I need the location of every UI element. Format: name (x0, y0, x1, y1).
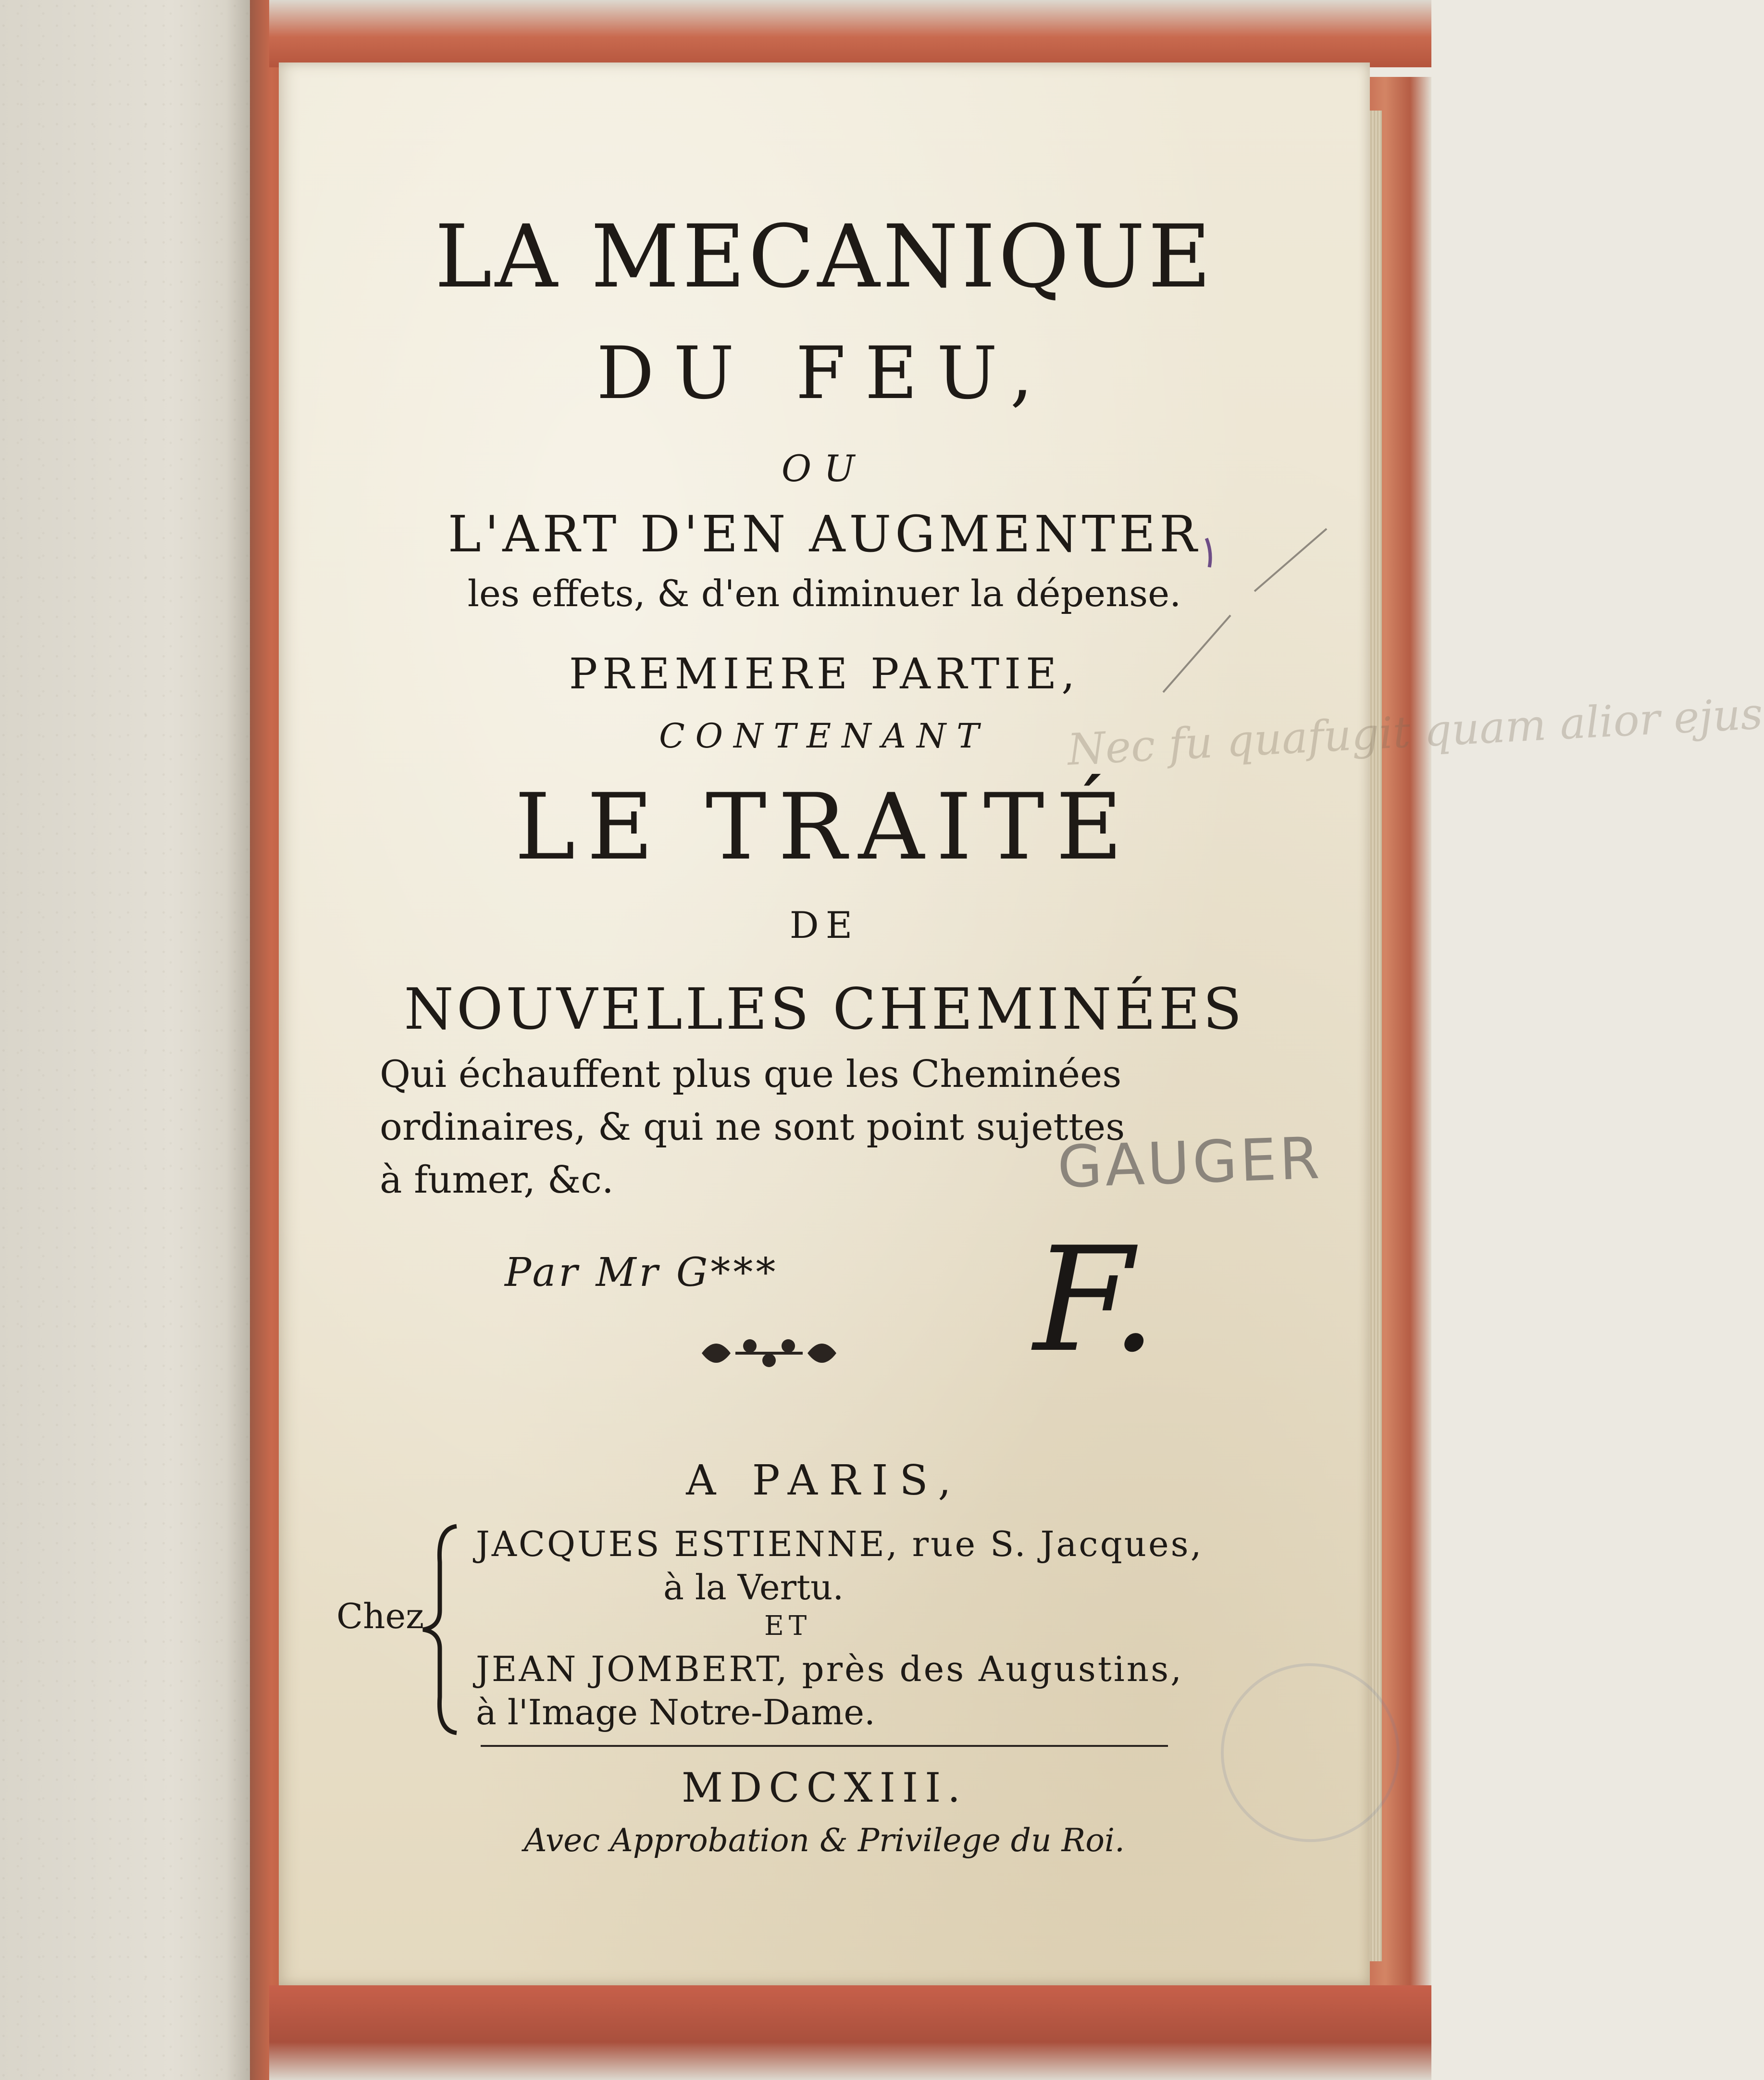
title-line-2: DU FEU, (596, 332, 1053, 415)
subtitle-line-1: L'ART D'EN AUGMENTER (447, 505, 1201, 563)
ink-mark-f: F. (1033, 1216, 1157, 1384)
publisher-2-line-2: à l'Image Notre-Dame. (476, 1692, 875, 1732)
description-line-1: Qui échauffent plus que les Cheminées (380, 1053, 1122, 1096)
chez-label: Chez (336, 1596, 424, 1636)
publisher-1-line-2: à la Vertu. (663, 1567, 844, 1607)
brace (418, 1524, 461, 1735)
publication-year: MDCCXIII. (682, 1764, 967, 1811)
author-line: Par Mr G*** (505, 1250, 779, 1295)
cheminees-heading: NOUVELLES CHEMINÉES (404, 976, 1245, 1042)
conjunction-ou: OU (781, 447, 868, 490)
publisher-2-line-1: JEAN JOMBERT, près des Augustins, (476, 1649, 1183, 1689)
pencil-annotation-gauger: GAUGER (1056, 1125, 1324, 1201)
contenant-line: CONTENANT (659, 716, 990, 756)
description-line-3: à fumer, &c. (380, 1158, 614, 1202)
traite-heading: LE TRAITÉ (514, 774, 1134, 880)
title-line-1: LA MECANIQUE (435, 207, 1214, 307)
show-through-ink: Nec fu quafugit quam alior ejus (1066, 688, 1764, 775)
cover-board-top-edge (269, 0, 1431, 67)
cover-board-bottom-edge (269, 1985, 1431, 2080)
et-line: ET (764, 1610, 812, 1642)
subtitle-line-2: les effets, & d'en diminuer la dépense. (467, 572, 1181, 615)
privilege-line: Avec Approbation & Privilege du Roi. (523, 1822, 1125, 1859)
faded-library-stamp (1221, 1663, 1400, 1842)
imprint-rule (481, 1745, 1168, 1747)
printer-ornament (697, 1327, 841, 1380)
de-line: DE (789, 904, 859, 947)
publisher-1-line-1: JACQUES ESTIENNE, rue S. Jacques, (476, 1524, 1204, 1564)
description-line-2: ordinaires, & qui ne sont point sujettes (380, 1106, 1125, 1149)
imprint-place: A PARIS, (686, 1457, 963, 1505)
title-page (279, 62, 1764, 1985)
part-heading: PREMIERE PARTIE, (569, 649, 1080, 698)
